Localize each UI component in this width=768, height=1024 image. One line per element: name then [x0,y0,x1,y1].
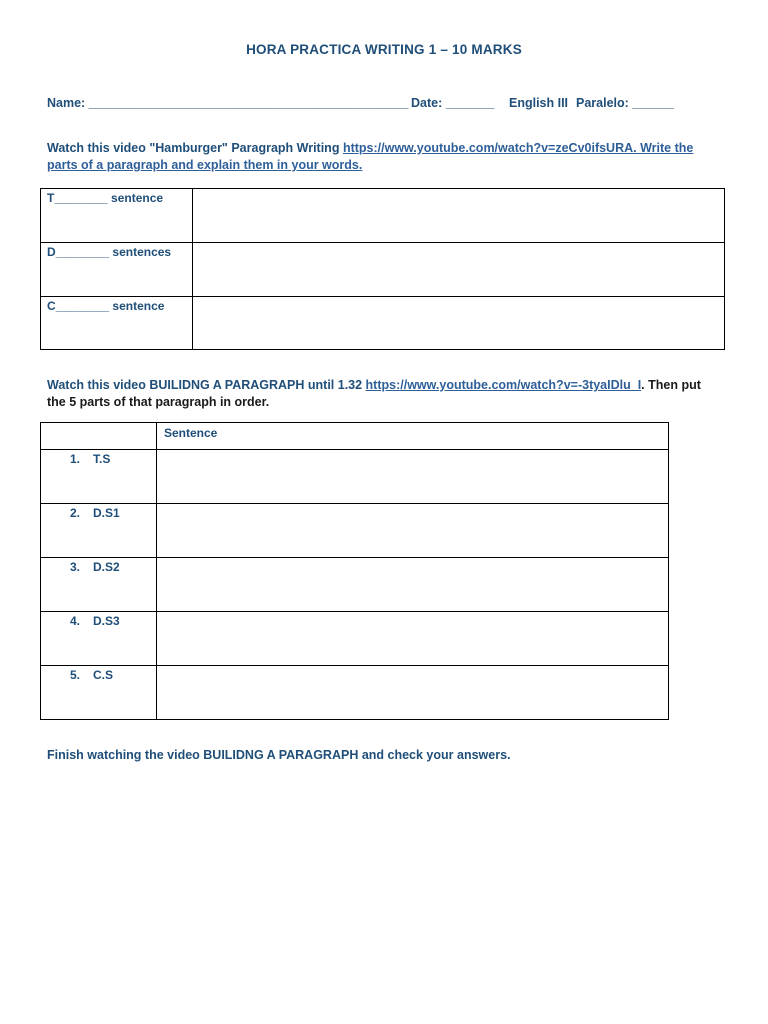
row-number: 4. [70,614,81,628]
footer-instruction: Finish watching the video BUILIDNG A PARAGRAPH and check your answers. [47,748,511,762]
concluding-sentence-answer[interactable] [193,297,725,350]
row-label: D.S1 [93,506,120,520]
row-label: C.S [93,668,114,682]
row-label: T.S [93,452,111,466]
row-label-cell [41,558,157,612]
paralelo-field[interactable]: Paralelo: ______ [576,96,674,110]
row-number: 1. [70,452,81,466]
sentence-column-header: Sentence [157,423,669,450]
topic-sentence-answer[interactable] [193,189,725,243]
table-row [41,297,725,350]
page-title: HORA PRACTICA WRITING 1 – 10 MARKS [246,42,522,57]
building-paragraph-video-link[interactable]: https://www.youtube.com/watch?v=-3tyaIDlu_I [365,378,642,392]
paragraph-parts-table [40,188,725,350]
instruction-2 [47,377,717,411]
detail-sentences-answer[interactable] [193,243,725,297]
instruction-2-outro: . Then put the 5 parts of that paragraph in order. [47,378,701,409]
date-field[interactable]: Date: _______ [411,96,495,110]
sentence-answer-cell[interactable] [157,504,669,558]
table-row [41,666,669,720]
row-label-cell [41,450,157,504]
table-row [41,243,725,297]
header-empty-cell [41,423,157,450]
table-row [41,612,669,666]
topic-sentence-label: T________ sentence [41,189,193,243]
course-label: English III [509,96,569,110]
sentence-answer-cell[interactable] [157,666,669,720]
instruction-1 [47,140,717,174]
table-header-row [41,423,669,450]
instruction-1-text: Watch this video "Hamburger" Paragraph Writing [47,141,343,155]
sentence-answer-cell[interactable] [157,558,669,612]
table-row [41,558,669,612]
instruction-2-text: Watch this video BUILIDNG A PARAGRAPH until 1.32 [47,378,366,392]
table-row [41,450,669,504]
row-number: 5. [70,668,81,682]
row-number: 2. [70,506,81,520]
row-label: D.S3 [93,614,120,628]
detail-sentences-label: D________ sentences [41,243,193,297]
name-field[interactable]: Name: ______________________________________________ [47,96,409,110]
table-row [41,189,725,243]
sentence-answer-cell[interactable] [157,612,669,666]
table-row [41,504,669,558]
concluding-sentence-label: C________ sentence [41,297,193,350]
row-label: D.S2 [93,560,120,574]
sentence-answer-cell[interactable] [157,450,669,504]
row-label-cell [41,504,157,558]
hamburger-video-link[interactable]: https://www.youtube.com/watch?v=zeCv0ifsURA. Write the parts of a paragraph and explain them in your words. [47,141,694,172]
paragraph-order-table [40,422,669,720]
row-number: 3. [70,560,81,574]
row-label-cell [41,612,157,666]
row-label-cell [41,666,157,720]
